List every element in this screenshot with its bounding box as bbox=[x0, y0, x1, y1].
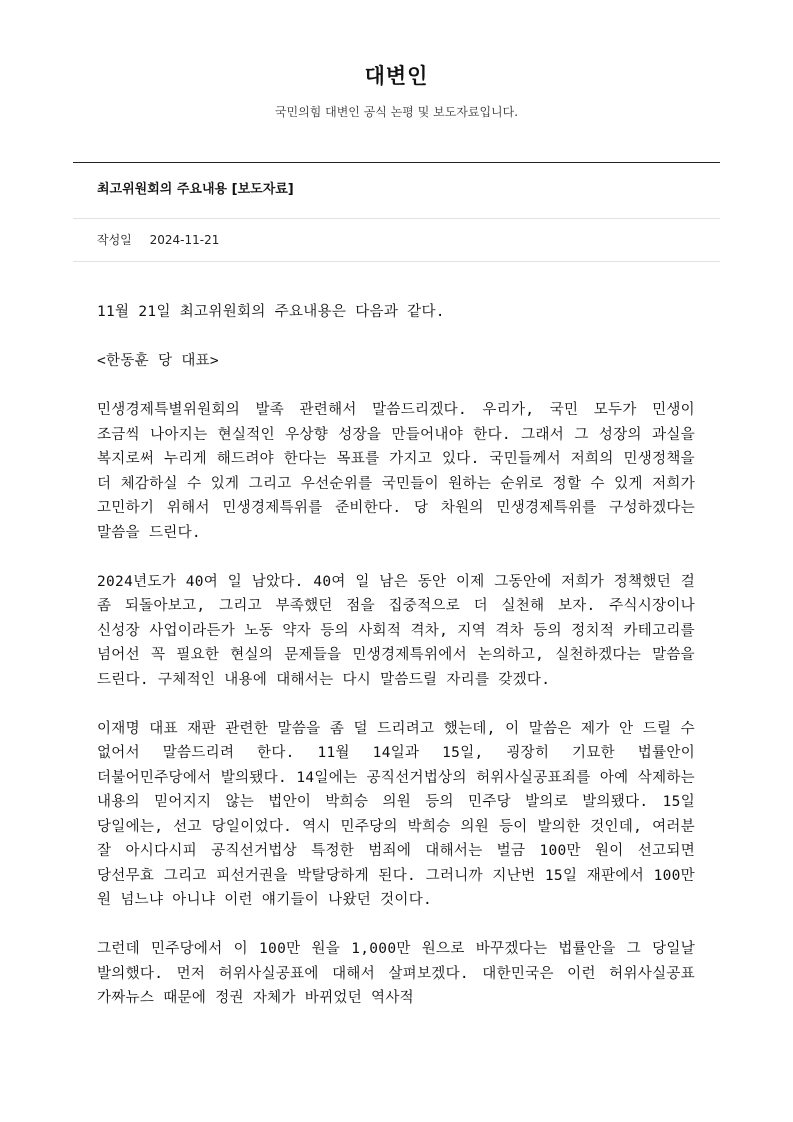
article-title: 최고위원회의 주요내용 [보도자료] bbox=[97, 182, 294, 197]
header-divider bbox=[73, 162, 720, 163]
paragraph: 2024년도가 40여 일 남았다. 40여 일 남은 동안 이제 그동안에 저희가 정책했던 걸 좀 되돌아보고, 그리고 부족했던 점을 집중적으로 더 실천해 보자. 주식시장이나 신성장 사업이라든가 노동 약자 등의 사회적 격차, 지역 격차 등의 정치적 카테고리를 넘어선 꼭 필요한 현실의 문제들을 민생경제특위에서 논의하고, 실천하겠다는 말씀을 드린다. 구체적인 내용에 대해서는 다시 말씀드릴 자리를 갖겠다. bbox=[97, 573, 695, 688]
article-body bbox=[97, 300, 695, 1035]
title-divider bbox=[73, 218, 720, 219]
site-title[interactable]: 대변인 bbox=[364, 64, 429, 88]
article-meta bbox=[97, 231, 219, 249]
site-header bbox=[0, 0, 793, 120]
article-date: 2024-11-21 bbox=[149, 233, 220, 247]
site-subtitle: 국민의힘 대변인 공식 논평 및 보도자료입니다. bbox=[274, 105, 519, 119]
paragraph-intro: 11월 21일 최고위원회의 주요내용은 다음과 같다. bbox=[97, 304, 445, 320]
date-label: 작성일 bbox=[97, 233, 132, 247]
paragraph: 그런데 민주당에서 이 100만 원을 1,000만 원으로 바꾸겠다는 법률안을 그 당일날 발의했다. 먼저 허위사실공표에 대해서 살펴보겠다. 대한민국은 이런 허위사실공표 가짜뉴스 때문에 정권 자체가 바뀌었던 역사적 bbox=[97, 941, 695, 1006]
paragraph: 민생경제특별위원회의 발족 관련해서 말씀드리겠다. 우리가, 국민 모두가 민생이 조금씩 나아지는 현실적인 우상향 성장을 만들어내야 한다. 그래서 그 성장의 과실을 복지로써 누리게 해드려야 한다는 목표를 가지고 있다. 국민들께서 저희의 민생정책을 더 체감하실 수 있게 그리고 우선순위를 국민들이 원하는 순위로 정할 수 있게 저희가 고민하기 위해서 민생경제특위를 준비한다. 당 차원의 민생경제특위를 구성하겠다는 말씀을 드린다. bbox=[97, 402, 695, 541]
paragraph: 이재명 대표 재판 관련한 말씀을 좀 덜 드리려고 했는데, 이 말씀은 제가 안 드릴 수 없어서 말씀드리려 한다. 11월 14일과 15일, 굉장히 기묘한 법률안이 더불어민주당에서 발의됐다. 14일에는 공직선거법상의 허위사실공표죄를 아예 삭제하는 내용의 믿어지지 않는 법안이 박희승 의원 등의 민주당 발의로 발의됐다. 15일 당일에는, 선고 당일이었다. 역시 민주당의 박희승 의원 등이 발의한 것인데, 여러분 잘 아시다시피 공직선거법상 특정한 범죄에 대해서는 벌금 100만 원이 선고되면 당선무효 그리고 피선거권을 박탈당하게 된다. 그러니까 지난번 15일 재판에서 100만 원 넘느냐 아니냐 이런 얘기들이 나왔던 것이다. bbox=[97, 720, 695, 908]
meta-divider bbox=[73, 261, 720, 262]
speaker-heading: <한동훈 당 대표> bbox=[97, 353, 219, 369]
